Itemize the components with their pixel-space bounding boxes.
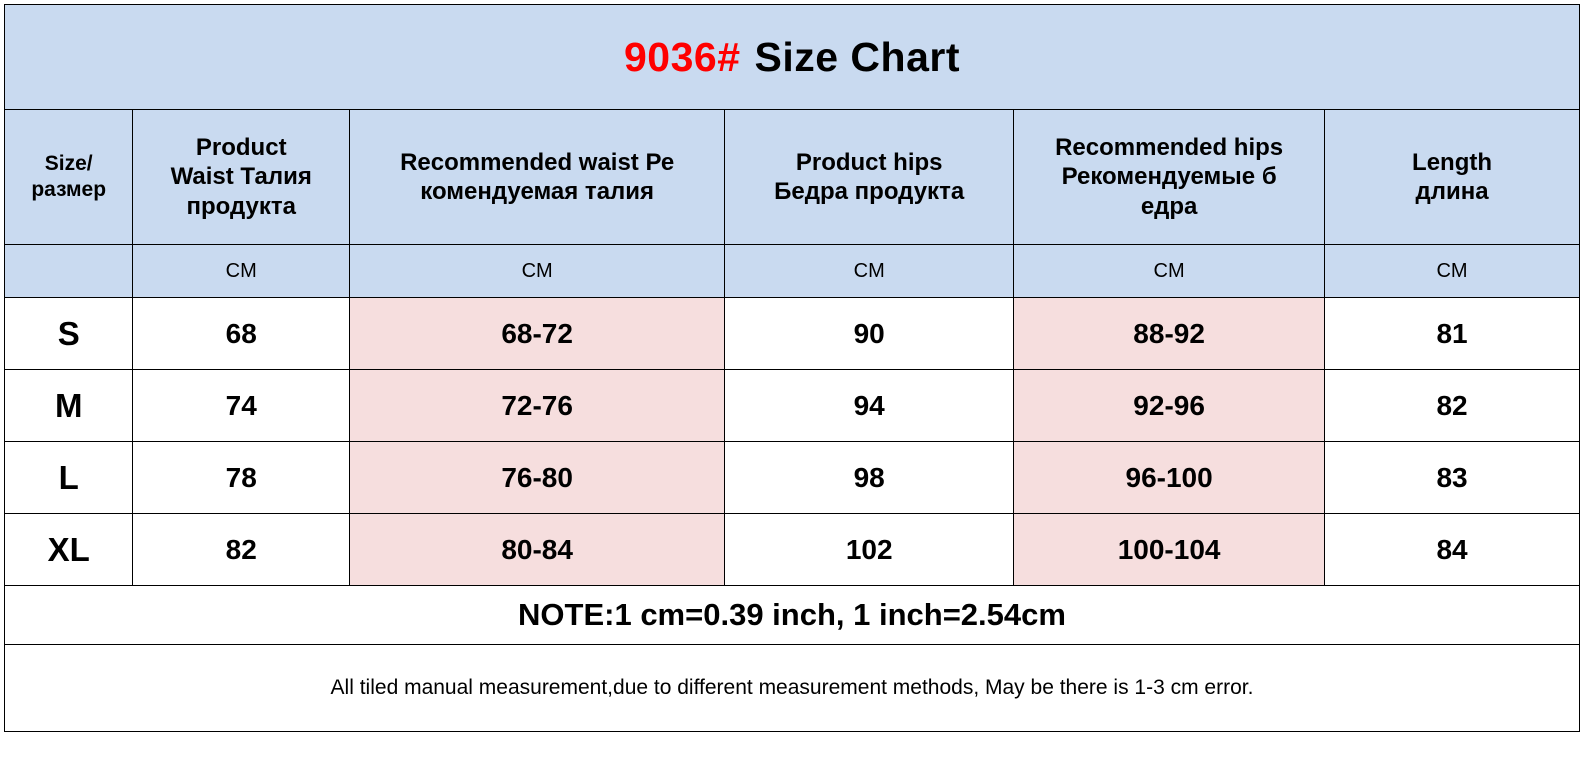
- cell-recommended-hips: 88-92: [1014, 298, 1325, 370]
- cell-recommended-hips: 96-100: [1014, 442, 1325, 514]
- unit-product-hips: CM: [725, 245, 1014, 298]
- size-chart-table: [4, 4, 1580, 732]
- cell-size: XL: [5, 514, 133, 586]
- unit-recommended-hips: CM: [1014, 245, 1325, 298]
- cell-length: 81: [1325, 298, 1580, 370]
- cell-product-hips: 98: [725, 442, 1014, 514]
- table-row: [5, 370, 1580, 442]
- cell-product-waist: 82: [133, 514, 350, 586]
- column-header-length: Length длина: [1325, 110, 1580, 245]
- cell-product-hips: 102: [725, 514, 1014, 586]
- footer-row: [5, 645, 1580, 732]
- title-row: [5, 5, 1580, 110]
- table-row: [5, 298, 1580, 370]
- unit-row: [5, 245, 1580, 298]
- cell-size: M: [5, 370, 133, 442]
- table-row: [5, 514, 1580, 586]
- column-header-product-waist: Product Waist Талия продукта: [133, 110, 350, 245]
- conversion-note: NOTE:1 cm=0.39 inch, 1 inch=2.54cm: [5, 586, 1580, 645]
- column-header-recommended-waist: Recommended waist Ре комендуемая талия: [350, 110, 725, 245]
- title-text: Size Chart: [754, 33, 960, 80]
- column-header-size: Size/ размер: [5, 110, 133, 245]
- cell-recommended-waist: 72-76: [350, 370, 725, 442]
- size-chart-sheet: [0, 4, 1584, 770]
- cell-recommended-waist: 68-72: [350, 298, 725, 370]
- cell-recommended-waist: 76-80: [350, 442, 725, 514]
- unit-recommended-waist: CM: [350, 245, 725, 298]
- table-row: [5, 442, 1580, 514]
- note-row: [5, 586, 1580, 645]
- cell-size: S: [5, 298, 133, 370]
- header-row: [5, 110, 1580, 245]
- cell-recommended-waist: 80-84: [350, 514, 725, 586]
- cell-product-waist: 74: [133, 370, 350, 442]
- column-header-recommended-hips: Recommended hips Рекомендуемые б едра: [1014, 110, 1325, 245]
- cell-recommended-hips: 100-104: [1014, 514, 1325, 586]
- column-header-product-hips: Product hips Бедра продукта: [725, 110, 1014, 245]
- cell-size: L: [5, 442, 133, 514]
- product-code: 9036#: [623, 33, 741, 80]
- cell-recommended-hips: 92-96: [1014, 370, 1325, 442]
- cell-length: 84: [1325, 514, 1580, 586]
- measurement-disclaimer: All tiled manual measurement,due to different measurement methods, May be there is 1-3 cm error.: [5, 645, 1580, 732]
- cell-product-hips: 94: [725, 370, 1014, 442]
- page-title: [5, 5, 1580, 110]
- cell-product-hips: 90: [725, 298, 1014, 370]
- cell-product-waist: 78: [133, 442, 350, 514]
- cell-length: 82: [1325, 370, 1580, 442]
- cell-length: 83: [1325, 442, 1580, 514]
- cell-product-waist: 68: [133, 298, 350, 370]
- unit-length: CM: [1325, 245, 1580, 298]
- unit-size: [5, 245, 133, 298]
- unit-product-waist: CM: [133, 245, 350, 298]
